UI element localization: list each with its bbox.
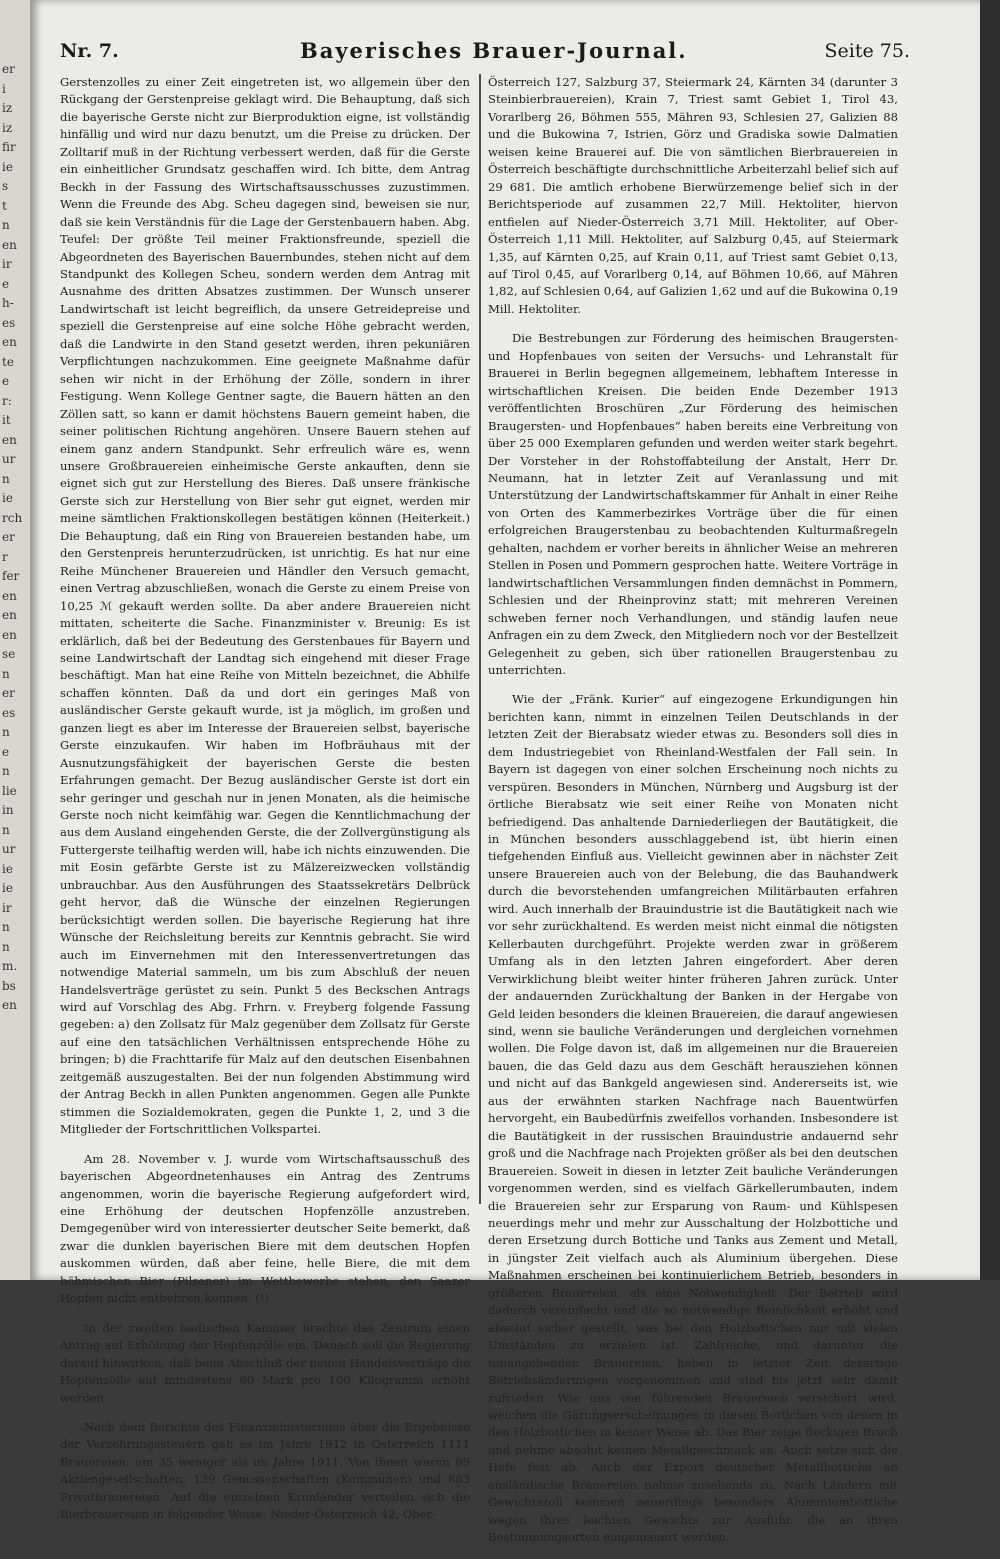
article-paragraph: Die Bestrebungen zur Förderung des heimischen Braugersten- und Hopfenbaues von seiten der Versuchs- und Lehranstalt für Brauerei in Berlin begegnen allgemeinem, lebhaftem Interesse in wirtschaftlichen Kreisen. Die beiden Ende Dezember 1913 veröffentlichten Broschüren „Zur Förderung des heimischen Braugersten- und Hopfenbaues“ haben bereits eine Verbreitung von über 25 000 Exemplaren gefunden und werden weiter stark begehrt. Der Vorsteher in der Rohstoffabteilung der Anstalt, Herr Dr. Neumann, hat in letzter Zeit auf Veranlassung und mit Unterstützung der Landwirtschaftskammer für Anhalt in einer Reihe von Orten des Kammerbezirkes Vorträge über die für einen erfolgreichen Braugerstenbau zu beobachtenden Kulturmaßregeln gehalten, nachdem er vorher bereits in ähnlicher Weise an mehreren Stellen in Posen und Pommern gesprochen hatte. Weitere Vorträge in landwirtschaftlichen Versammlungen finden demnächst in Pommern, Schlesien und der Rheinprovinz statt; mit mehreren Vereinen schweben ferner noch Verhandlungen, und ständig laufen neue Anfragen ein zu dem Zweck, den Mitgliedern noch vor der Bestellzeit Gelegenheit zu geben, sich über rationellen Braugerstenbau zu unterrichten. (488, 331, 899, 677)
edge-fragment: se (2, 647, 16, 661)
edge-fragment: fir (2, 140, 16, 154)
edge-fragment: n (2, 920, 10, 934)
edge-fragment: i (2, 81, 6, 96)
edge-fragment: en (2, 432, 17, 447)
page-number: Seite 75. (824, 40, 910, 62)
edge-fragment: n (2, 471, 10, 486)
edge-fragment: er (2, 686, 15, 700)
edge-fragment: ir (2, 257, 12, 271)
edge-fragment: iz (2, 101, 13, 115)
edge-fragment: r: (2, 393, 12, 408)
edge-fragment: n (2, 725, 10, 739)
article-paragraph: Gerstenzolles zu einer Zeit eingetreten ist, wo allgemein über den Rückgang der Gerstenpreise geklagt wird. Die Behauptung, daß sich die bayerische Gerste nicht zur Bierproduktion eigne, ist vollständig hinfällig und wird nur dazu benutzt, um die Preise zu drücken. Der Zolltarif muß in der Richtung verbessert werden, daß für die Gerste ein einheitlicher Grundsatz geschaffen wird. Ich bitte, dem Antrag Beckh in der Fassung des Wirtschaftsausschusses zuzustimmen. Wenn die Freunde des Abg. Scheu dagegen sind, beweisen sie nur, daß sie kein Verständnis für die Lage der Gerstenbauern haben. Abg. Teufel: Der größte Teil meiner Fraktionsfreunde, speziell die Abgeordneten des Bayerischen Bauernbundes, stehen nicht auf dem Standpunkt des Kollegen Scheu, sondern werden dem Antrag mit Ausnahme des dritten Absatzes zustimmen. Der Wunsch unserer Landwirtschaft ist leicht begreiflich, da unsere Getreidepreise und speziell die Gerstenpreise auf eine solche Höhe gebracht werden, daß die Landwirte in den Stand gesetzt werden, ihren pekuniären Verpflichtungen nachzukommen. Eine geeignete Maßnahme dafür sehen wir nicht in der Erhöhung der Zölle, sondern in ihrer Festigung. Wenn Kollege Gentner sagte, die Bauern hätten an den Zöllen satt, so kann er damit höchstens Bauern gemeint haben, die seiner politischen Richtung angehören. Unsere Bauern stehen auf einem ganz andern Standpunkt. Sehr erfreulich wäre es, wenn unsere Großbrauereien einheimische Gerste ankauften, denn sie eignet sich gut zur Herstellung des Bieres. Daß unsere fränkische Gerste sich zur Herstellung von Bier sehr gut eignet, werden mir meine sämtlichen Fraktionskollegen bestätigen können (Heiterkeit.) Die Behauptung, daß ein Ring von Brauereien bestanden habe, um den Gerstenpreis herunterzudrücken, ist unrichtig. Es hat nur eine Reihe Münchener Brauereien und Händler den Versuch gemacht, einen Vertrag abzuschließen, wonach die Gerste zu einem Preise von 10,25 ℳ gekauft werden sollte. Da aber andere Brauereien nicht mittaten, scheiterte die Sache. Finanzminister v. Breunig: Es ist erklärlich, daß bei der Bedeutung des Gerstenbaues für Bayern und seine Landwirtschaft der Landtag sich eingehend mit dieser Frage beschäftigt. Man hat eine Reihe von Mitteln bezeichnet, die Abhilfe schaffen könnten. Daß da und dort ein geringes Maß von ausländischer Gerste gekauft wurde, ist ja möglich, im großen und ganzen liegt es aber im Interesse der Brauereien selbst, bayerische Gerste einzukaufen. Wir haben im Hofbräuhaus mit der Ausnutzungsfähigkeit der bayerischen Gerste die besten Erfahrungen gemacht. Der Bezug ausländischer Gerste ist dort ein sehr geringer und geschah nur in jenen Monaten, als die heimische Gerste noch nicht keimfähig war. Gegen die Kenntlichmachung der aus dem Ausland eingehenden Gerste, die der Zollvergünstigung als Futtergerste teilhaftig werden will, habe ich nichts einzuwenden. Die mit Eosin gefärbte Gerste ist zu Mälzereizwecken vollständig unbrauchbar. Aus den Ausführungen des Staatssekretärs Delbrück geht hervor, daß die Wünsche der einzelnen Regierungen berücksichtigt werden sollen. Die bayerische Regierung hat ihre Wünsche der Reichsleitung bereits zur Kenntnis gebracht. Sie wird auch im Einvernehmen mit den Interessenvertretungen das notwendige Material sammeln, um bis zum Abschluß der neuen Handelsverträge gerüstet zu sein. Punkt 5 des Beckschen Antrags wird auf Vorschlag des Abg. Frhrn. v. Freyberg folgende Fassung gegeben: a) den Zollsatz für Malz gegenüber dem Zollsatz für Gerste auf eine den tatsächlichen Verhältnissen entsprechende Höhe zu bringen; b) die Frachttarife für Malz auf den deutschen Eisenbahnen zeitgemäß auszugestalten. Bei der nun folgenden Abstimmung wird der Antrag Beckh in allen Punkten angenommen. Gegen alle Punkte stimmen die Sozialdemokraten, gegen die Punkte 1, 2, und 3 die Mitglieder der Fortschrittlichen Volkspartei. (60, 75, 470, 1137)
edge-fragment: r (2, 549, 8, 564)
edge-fragment: en (2, 608, 17, 622)
edge-fragment: er (2, 62, 15, 76)
adjacent-page-fragments (2, 60, 26, 1016)
journal-title: Bayerisches Brauer-Journal. (300, 38, 688, 63)
edge-fragment: h- (2, 296, 14, 310)
page-header (60, 36, 910, 68)
edge-fragment: ur (2, 452, 16, 466)
edge-fragment: es (2, 315, 16, 330)
article-paragraph: Nach dem Berichte des Finanzministeriums über die Ergebnisse der Verzehrungssteuern gab es im Jahre 1912 in Österreich 1111 Brauereien, um 35 weniger als im Jahre 1911. Von ihnen waren 89 Aktiengesellschaften, 139 Genossenschaften (Kommunen) und 883 Privatbrauereien. Auf die einzelnen Kronländer verteilen sich die Bierbrauereien in folgender Weise: Nieder-Österreich 42, Ober- (60, 1419, 470, 1522)
edge-fragment: ie (2, 491, 13, 505)
edge-fragment: n (2, 666, 10, 681)
edge-fragment: e (2, 744, 10, 759)
edge-fragment: m. (2, 959, 18, 973)
edge-fragment: ie (2, 159, 13, 174)
edge-fragment: en (2, 998, 17, 1012)
journal-page (30, 0, 980, 1545)
edge-fragment: ie (2, 861, 13, 876)
article-paragraph: Wie der „Fränk. Kurier“ auf eingezogene Erkundigungen hin berichten kann, nimmt in einzelnen Teilen Deutschlands in der letzten Zeit der Bierabsatz wieder etwas zu. Besonders soll dies in dem Industriegebiet von Rheinland-Westfalen der Fall sein. In Bayern ist dagegen von einer solchen Erscheinung noch nichts zu verspüren. Besonders in München, Nürnberg und Augsburg ist der örtliche Bierabsatz wie seit einer Reihe von Monaten nicht befriedigend. Das anhaltende Darniederliegen der Bautätigkeit, die in München besonders ausschlaggebend ist, übt hierin einen tiefgehenden Einfluß aus. Vielleicht gewinnen aber in nächster Zeit unsere Brauereien auch von der Belebung, die das Bauhandwerk durch die bevorstehenden umfangreichen Militärbauten erfahren wird. Auch innerhalb der Brauindustrie ist die Bautätigkeit nach wie vor sehr zurückhaltend. Es werden meist nicht einmal die nötigsten Kellerbauten durchgeführt. Projekte werden zwar in größerem Umfang als in den letzten Jahren eingefordert. Aber deren Verwirklichung bleibt weiter hinter früheren Jahren zurück. Unter der andauernden Zurückhaltung der Banken in der Hergabe von Geld leiden besonders die kleinen Brauereien, die darauf angewiesen sind, wenn sie bauliche Veränderungen und dergleichen vornehmen wollen. Die Folge davon ist, daß im allgemeinen nur die Brauereien bauen, die das Geld dazu aus dem Geschäft herausziehen können und nicht auf das Bankgeld angewiesen sind. Andererseits ist, wie aus der erwähnten starken Nachfrage nach Bauentwürfen hervorgeht, ein Baubedürfnis zweifellos vorhanden. Insbesondere ist die Bautätigkeit in der russischen Brauindustrie andauernd sehr groß und die Nachfrage nach Projekten größer als bei den deutschen Brauereien. Soweit in diesen in letzter Zeit bauliche Veränderungen vorgenommen werden, sind es vielfach Gärkellerumbauten, indem die Brauereien sehr zur Ersparung von Raum- und Kühlspesen neuerdings mehr und mehr zur Ausschaltung der Holzbottiche und deren Ersetzung durch Bottiche und Tanks aus Zement und Metall, in jüngster Zeit vielfach auch als Aluminium übergehen. Diese Maßnahmen erscheinen bei kontinuierlichem Betrieb, besonders in größeren Brauereien, als eine Notwendigkeit. Der Betrieb wird dadurch vereinfacht und die so notwendige Reinlichkeit erhöht und absolut sicher gestellt, was bei den Holzbottichen nur mit vielen Umständen zu erzielen ist. Zahlreiche, und darunter die tonangebenden Brauereien, haben in letzter Zeit derartige Betriebsänderungen vorgenommen und sind bis jetzt sehr damit zufrieden. Wie uns von führenden Brauereien versichert wird, weichen die Gärungserscheinungen in diesen Bottichen von denen in den Holzbottichen in keiner Weise ab. Das Bier zeige fleckigen Bruch und nehme absolut keinen Metallgeschmack an. Auch setze sich die Hefe fest ab. Auch der Export deutscher Metallbottiche an ausländische Brauereien nehme zusehends zu. Nach Ländern mit Gewichtszoll kommen neuerdings besonders Aluminiumbottiche wegen ihres leichten Gewichts zur Ausfuhr, die an ihren Bestimmungsorten eingemauert werden. (488, 692, 898, 1545)
article-paragraph: In der zweiten badischen Kammer brachte das Zentrum einen Antrag auf Erhöhung der Hopfenzölle ein. Danach soll die Regierung darauf hinwirken, daß beim Abschluß der neuen Handelsverträge die Hopfenzölle auf mindestens 60 Mark pro 100 Kilogramm erhöht werden. (60, 1320, 470, 1405)
edge-fragment: fer (2, 569, 20, 583)
edge-fragment: lie (2, 783, 17, 798)
edge-fragment: ie (2, 881, 13, 895)
edge-fragment: s (2, 179, 9, 193)
scan-border (980, 0, 1000, 1280)
edge-fragment: bs (2, 978, 16, 993)
edge-fragment: en (2, 588, 17, 603)
edge-fragment: en (2, 237, 17, 252)
edge-fragment: ir (2, 900, 12, 915)
edge-fragment: n (2, 939, 10, 954)
edge-fragment: in (2, 803, 14, 817)
edge-fragment: n (2, 218, 10, 232)
edge-fragment: en (2, 627, 17, 642)
edge-fragment: e (2, 374, 10, 388)
issue-number: Nr. 7. (60, 40, 119, 62)
article-paragraph: Am 28. November v. J. wurde vom Wirtschaftsausschuß des bayerischen Abgeordnetenhauses ein Antrag des Zentrums angenommen, worin die bayerische Regierung aufgefordert wird, eine Erhöhung der deutschen Hopfenzölle anzustreben. Demgegenüber wird von interessierter deutscher Seite bemerkt, daß zwar die dunklen bayerischen Biere mit dem deutschen Hopfen auskommen würden, daß aber feine, helle Biere, die mit dem böhmischen Bier (Pilsener) im Wettbewerbe stehen, den Saazer Hopfen nicht entbehren können. (!) (60, 1151, 470, 1306)
edge-fragment: ur (2, 842, 16, 856)
edge-fragment: rch (2, 510, 23, 525)
adjacent-page-edge (0, 0, 30, 1280)
edge-fragment: n (2, 822, 10, 837)
left-column (60, 74, 470, 1536)
edge-fragment: it (2, 413, 11, 427)
edge-fragment: n (2, 764, 10, 778)
edge-fragment: te (2, 354, 14, 369)
column-divider (479, 74, 481, 1204)
edge-fragment: er (2, 530, 15, 544)
edge-fragment: iz (2, 120, 13, 135)
article-paragraph: Österreich 127, Salzburg 37, Steiermark 24, Kärnten 34 (darunter 3 Steinbierbrauereien), Krain 7, Triest samt Gebiet 1, Tirol 43, Vorarlberg 26, Böhmen 555, Mähren 93, Schlesien 27, Galizien 88 und die Bukowina 7, Istrien, Görz und Gradiska sowie Dalmatien weisen keine Brauerei auf. Die von sämtlichen Bierbrauereien in Österreich beschäftigte durchschnittliche Arbeiterzahl belief sich auf 29 681. Die amtlich erhobene Bierwürzemenge belief sich in der Berichtsperiode auf zusammen 22,7 Mill. Hektoliter, hiervon entfielen auf Nieder-Österreich 3,71 Mill. Hektoliter, auf Ober-Österreich 1,11 Mill. Hektoliter, auf Salzburg 0,45, auf Steiermark 1,35, auf Kärnten 0,25, auf Krain 0,11, auf Triest samt Gebiet 0,13, auf Tirol 0,45, auf Vorarlberg 0,14, auf Böhmen 10,66, auf Mähren 1,82, auf Schlesien 0,64, auf Galizien 1,62 und auf die Bukowina 0,19 Mill. Hektoliter. (488, 75, 898, 316)
right-column (488, 74, 898, 1559)
edge-fragment: es (2, 705, 16, 720)
edge-fragment: e (2, 276, 10, 291)
edge-fragment: en (2, 335, 17, 349)
edge-fragment: t (2, 198, 7, 213)
